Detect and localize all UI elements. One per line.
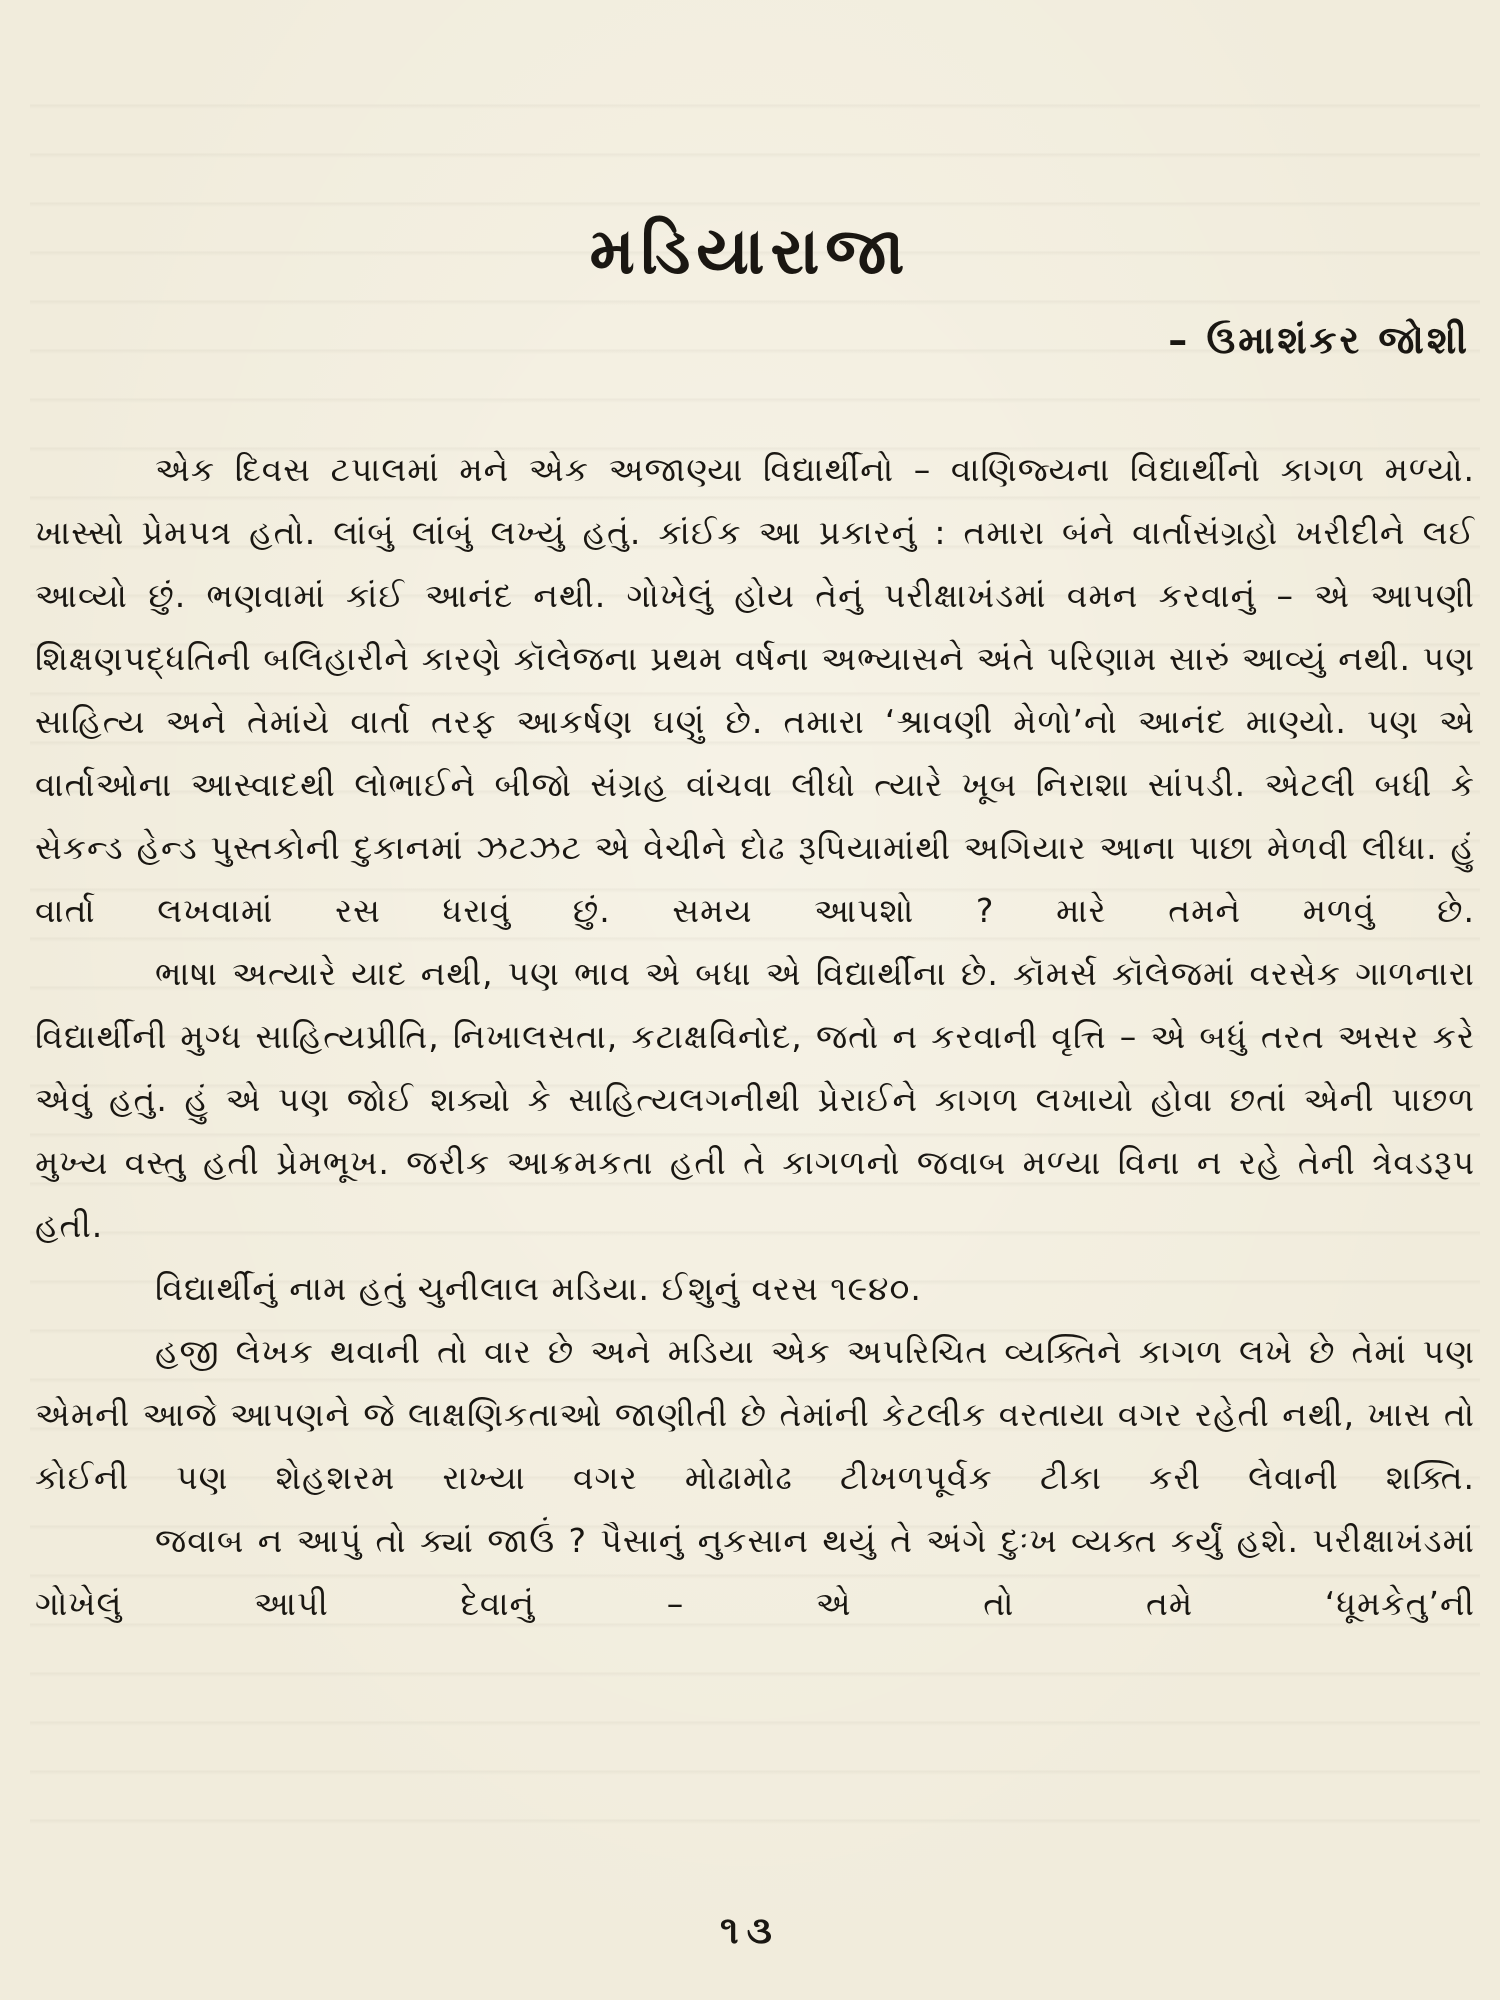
chapter-body: [35, 438, 1475, 1635]
page-number: ૧૩: [720, 1908, 780, 1952]
author-byline: – ઉમાશંકર જોશી: [1168, 318, 1470, 362]
chapter-title: મડિયારાજા: [589, 215, 911, 289]
paragraph-1: એક દિવસ ટપાલમાં મને એક અજાણ્યા વિદ્યાર્થીનો – વાણિજ્યના વિદ્યાર્થીનો કાગળ મળ્યો. ખાસ્સો પ્રેમપત્ર હતો. લાંબું લાંબું લખ્યું હતું. કાંઈક આ પ્રકારનું : તમારા બંને વાર્તાસંગ્રહો ખરીદીને લઈ આવ્યો છું. ભણવામાં કાંઈ આનંદ નથી. ગોખેલું હોય તેનું પરીક્ષાખંડમાં વમન કરવાનું – એ આપણી શિક્ષણપદ્ધતિની બલિહારીને કારણે કૉલેજના પ્રથમ વર્ષના અભ્યાસને અંતે પરિણામ સારું આવ્યું નથી. પણ સાહિત્ય અને તેમાંયે વાર્તા તરફ આકર્ષણ ઘણું છે. તમારા ‘શ્રાવણી મેળો’નો આનંદ માણ્યો. પણ એ વાર્તાઓના આસ્વાદથી લોભાઈને બીજો સંગ્રહ વાંચવા લીધો ત્યારે ખૂબ નિરાશા સાંપડી. એટલી બધી કે સેકન્ડ હેન્ડ પુસ્તકોની દુકાનમાં ઝટઝટ એ વેચીને દોઢ રૂપિયામાંથી અગિયાર આના પાછા મેળવી લીધા. હું વાર્તા લખવામાં રસ ધરાવું છું. સમય આપશો ? મારે તમને મળવું છે.: [35, 450, 1475, 930]
paragraph-2: ભાષા અત્યારે યાદ નથી, પણ ભાવ એ બધા એ વિદ્યાર્થીના છે. કૉમર્સ કૉલેજમાં વરસેક ગાળનારા વિદ્યાર્થીની મુગ્ધ સાહિત્યપ્રીતિ, નિખાલસતા, કટાક્ષવિનોદ, જતો ન કરવાની વૃત્તિ – એ બધું તરત અસર કરે એવું હતું. હું એ પણ જોઈ શક્યો કે સાહિત્યલગનીથી પ્રેરાઈને કાગળ લખાયો હોવા છતાં એની પાછળ મુખ્ય વસ્તુ હતી પ્રેમભૂખ. જરીક આક્રમકતા હતી તે કાગળનો જવાબ મળ્યા વિના ન રહે તેની ત્રેવડરૂપ હતી.: [35, 954, 1475, 1245]
paragraph-5: જવાબ ન આપું તો ક્યાં જાઉં ? પૈસાનું નુકસાન થયું તે અંગે દુઃખ વ્યક્ત કર્યું હશે. પરીક્ષાખંડમાં ગોખેલું આપી દેવાનું – એ તો તમે ‘ધૂમકેતુ’ની: [35, 1521, 1475, 1623]
paragraph-3: વિદ્યાર્થીનું નામ હતું ચુનીલાલ મડિયા. ઈશુનું વરસ ૧૯૪૦.: [155, 1269, 922, 1308]
paragraph-4: હજી લેખક થવાની તો વાર છે અને મડિયા એક અપરિચિત વ્યક્તિને કાગળ લખે છે તેમાં પણ એમની આજે આપણને જે લાક્ષણિકતાઓ જાણીતી છે તેમાંની કેટલીક વરતાયા વગર રહેતી નથી, ખાસ તો કોઈની પણ શેહશરમ રાખ્યા વગર મોઢામોઢ ટીખળપૂર્વક ટીકા કરી લેવાની શક્તિ.: [35, 1332, 1475, 1497]
